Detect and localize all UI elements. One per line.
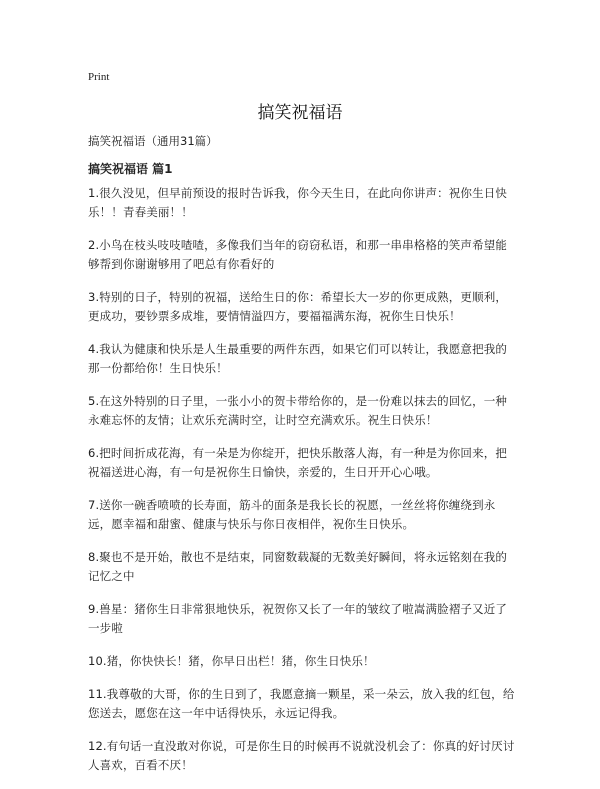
page-title: 搞笑祝福语 (257, 103, 343, 123)
paragraph-5: 5.在这外特别的日子里，一张小小的贺卡带给你的，是一份难以抹去的回忆，一种永难忘怀的友情；让欢乐充满时空，让时空充满欢乐。祝生日快乐！ (88, 394, 508, 427)
paragraph-9: 9.兽星：猪你生日非常狠地快乐，祝贺你又长了一年的皱纹了啦嵩满脸褶子又近了一步啦 (88, 602, 508, 635)
paragraph-4: 4.我认为健康和快乐是人生最重要的两件东西，如果它们可以转让，我愿意把我的那一份都给你！生日快乐！ (88, 342, 508, 375)
paragraph-list (88, 184, 516, 789)
print-link[interactable]: Print (88, 71, 110, 83)
paragraph-10: 10.猪，你快快长！猪，你早日出栏！猪，你生日快乐！ (88, 654, 375, 668)
section-heading: 搞笑祝福语 篇1 (88, 162, 173, 176)
paragraph-12: 12.有句话一直没敢对你说，可是你生日的时候再不说就没机会了：你真的好讨厌讨人喜欢，百看不厌！ (88, 739, 515, 772)
paragraph-11: 11.我尊敬的大哥，你的生日到了，我愿意摘一颗星，采一朵云，放入我的红包，给您送去，愿您在这一年中话得快乐，永远记得我。 (88, 687, 515, 720)
paragraph-2: 2.小鸟在枝头吱吱喳喳，多像我们当年的窃窃私语，和那一串串格格的笑声希望能够帮到你谢谢够用了吧总有你看好的 (88, 238, 508, 271)
paragraph-3: 3.特别的日子，特别的祝福，送给生日的你：希望长大一岁的你更成熟，更顺利，更成功，要钞票多成堆，要情情溢四方，要福福满东海，祝你生日快乐！ (88, 290, 508, 323)
paragraph-6: 6.把时间折成花海，有一朵是为你绽开，把快乐散落人海，有一种是为你回来，把祝福送进心海，有一句是祝你生日愉快，亲爱的，生日开开心心哦。 (88, 446, 508, 479)
paragraph-7: 7.送你一碗香喷喷的长寿面，筋斗的面条是我长长的祝愿，一丝丝将你缠绕到永远，愿幸福和甜蜜、健康与快乐与你日夜相伴，祝你生日快乐。 (88, 498, 496, 531)
paragraph-1: 1.很久没见，但早前预设的报时告诉我，你今天生日，在此向你讲声：祝你生日快乐！！青春美丽！！ (88, 186, 508, 219)
document-subtitle: 搞笑祝福语（通用31篇） (88, 134, 218, 148)
paragraph-8: 8.聚也不是开始，散也不是结束，同窗数载凝的无数美好瞬间，将永远铭刻在我的记忆之中 (88, 550, 508, 583)
